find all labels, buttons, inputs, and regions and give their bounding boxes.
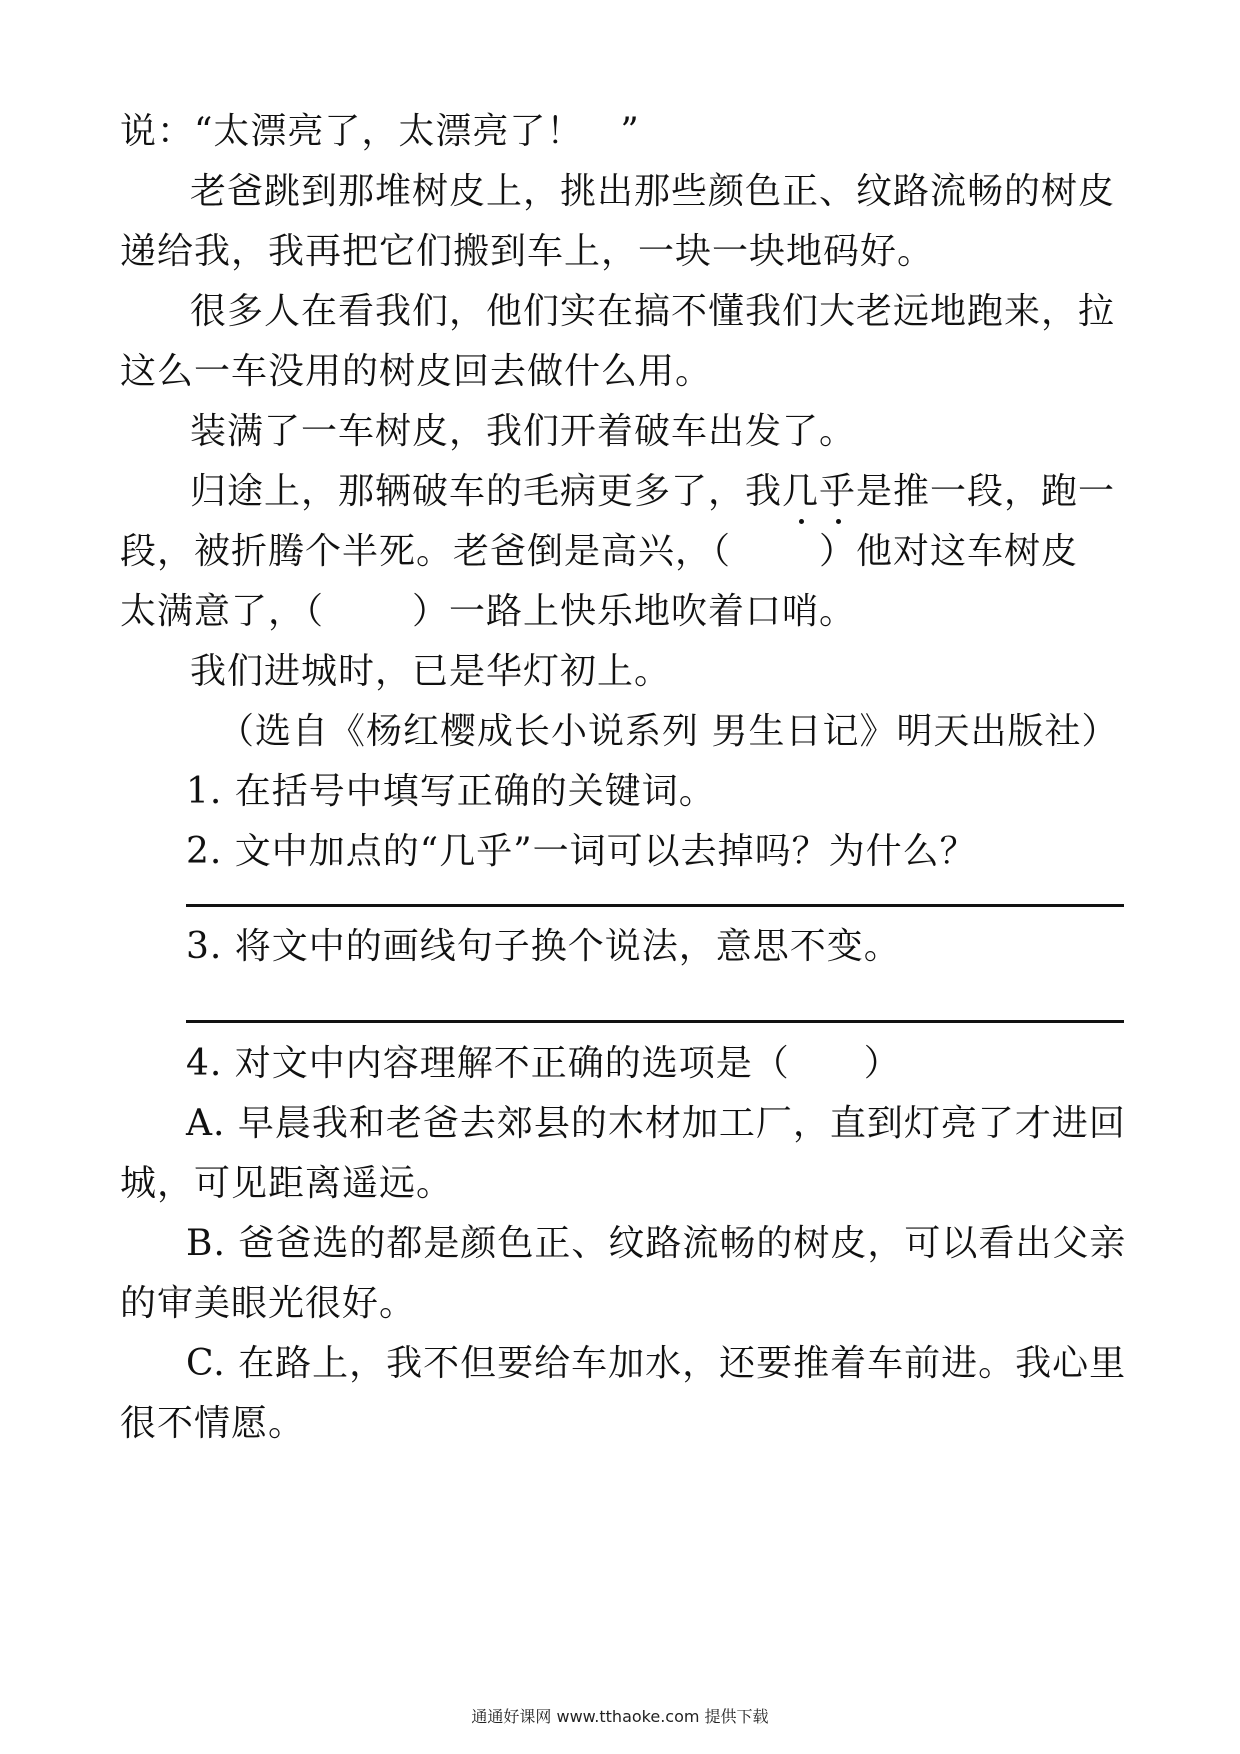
answer-line-q2 [186,904,1124,907]
emphasis-dot-char: 乎 [819,471,857,512]
passage-text: 太满意了，（ [120,591,325,632]
passage-line: 这么一车没用的树皮回去做什么用。 [120,351,713,392]
option-a-cont: 城，可见距离遥远。 [120,1163,454,1204]
question-2: 2. 文中加点的“几乎”一词可以去掉吗？为什么？ [186,831,977,872]
passage-text: 段，被折腾个半死。老爸倒是高兴，（ [120,531,732,572]
passage-line: 装满了一车树皮，我们开着破车出发了。 [190,411,857,452]
option-a: A. 早晨我和老爸去郊县的木材加工厂，直到灯亮了才进回 [186,1103,1126,1144]
question-4: 4. 对文中内容理解不正确的选项是（ ） [186,1043,901,1084]
passage-line-with-blank [120,590,856,634]
passage-line: 我们进城时，已是华灯初上。 [190,651,672,692]
question-1: 1. 在括号中填写正确的关键词。 [186,771,716,812]
passage-line: 老爸跳到那堆树皮上，挑出那些颜色正、纹路流畅的树皮 [190,171,1116,212]
option-b-cont: 的审美眼光很好。 [120,1283,417,1324]
passage-line-with-blank [120,530,1078,574]
question-3: 3. 将文中的画线句子换个说法，意思不变。 [186,926,901,967]
option-c-cont: 很不情愿。 [120,1403,306,1444]
passage-text: 归途上，那辆破车的毛病更多了，我 [190,471,783,512]
passage-line: 说：“太漂亮了，太漂亮了！ ” [120,111,640,152]
passage-text: ）他对这车树皮 [819,531,1079,572]
passage-line: 递给我，我再把它们搬到车上，一块一块地码好。 [120,231,935,272]
passage-line: 很多人在看我们，他们实在搞不懂我们大老远地跑来，拉 [190,291,1116,332]
option-c: C. 在路上，我不但要给车加水，还要推着车前进。我心里 [186,1343,1127,1384]
option-b: B. 爸爸选的都是颜色正、纹路流畅的树皮，可以看出父亲 [186,1223,1127,1264]
passage-text: ）一路上快乐地吹着口哨。 [412,591,857,632]
emphasis-dot-char: 几 [782,471,820,512]
page-footer: 通通好课网 www.tthaoke.com 提供下载 [471,1707,769,1726]
passage-text: 是推一段，跑一 [856,471,1116,512]
answer-line-q3 [186,1020,1124,1023]
passage-line-dotted [190,470,1115,514]
source-citation: （选自《杨红樱成长小说系列 男生日记》明天出版社） [218,711,1119,752]
